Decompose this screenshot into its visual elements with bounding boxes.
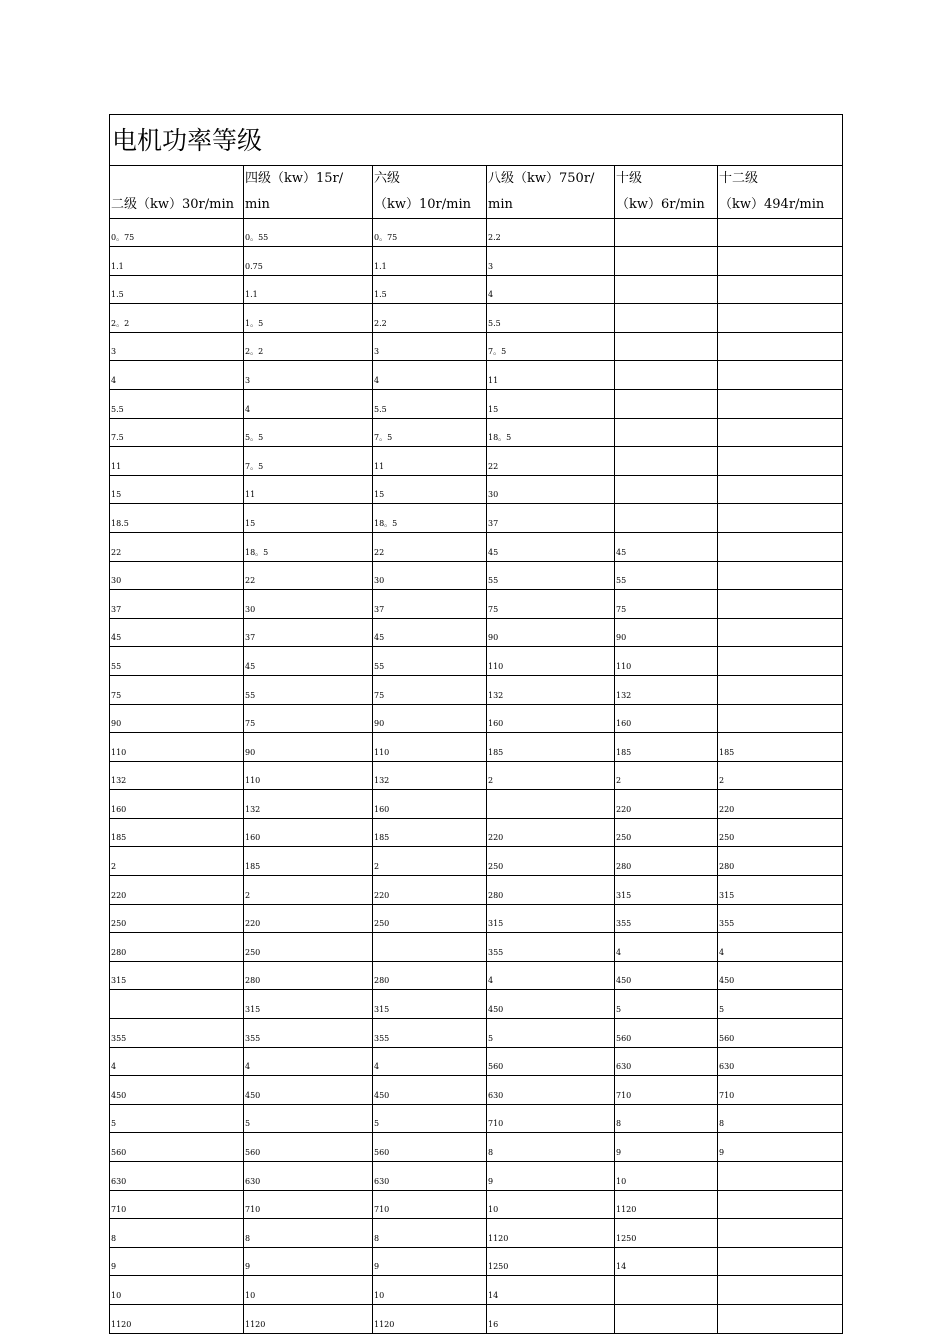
table-cell-pole-12 xyxy=(718,590,843,619)
table-row xyxy=(110,389,843,418)
table-cell-pole-8: 160 xyxy=(487,704,615,733)
table-cell-pole-8: 9 xyxy=(487,1162,615,1191)
table-cell-pole-2 xyxy=(110,990,244,1019)
table-cell-pole-12 xyxy=(718,618,843,647)
table-row xyxy=(110,1162,843,1191)
table-cell-pole-2: 5 xyxy=(110,1104,244,1133)
table-cell-pole-12 xyxy=(718,247,843,276)
table-title: 电机功率等级 xyxy=(110,115,843,166)
table-cell-pole-8: 7。5 xyxy=(487,332,615,361)
table-cell-pole-12: 315 xyxy=(718,876,843,905)
table-cell-pole-6: 18。5 xyxy=(373,504,487,533)
table-cell-pole-2: 2 xyxy=(110,847,244,876)
table-cell-pole-4: 4 xyxy=(244,389,373,418)
table-row xyxy=(110,933,843,962)
table-cell-pole-4: 5。5 xyxy=(244,418,373,447)
table-cell-pole-8: 8 xyxy=(487,1133,615,1162)
table-cell-pole-10 xyxy=(615,504,718,533)
table-row xyxy=(110,275,843,304)
table-cell-pole-10 xyxy=(615,447,718,476)
table-cell-pole-6: 315 xyxy=(373,990,487,1019)
table-cell-pole-2: 1.5 xyxy=(110,275,244,304)
table-cell-pole-4: 45 xyxy=(244,647,373,676)
table-cell-pole-4: 4 xyxy=(244,1047,373,1076)
table-cell-pole-8: 630 xyxy=(487,1076,615,1105)
header-row xyxy=(110,166,843,219)
table-cell-pole-6: 8 xyxy=(373,1219,487,1248)
table-cell-pole-6: 4 xyxy=(373,1047,487,1076)
table-cell-pole-10 xyxy=(615,1304,718,1333)
table-cell-pole-12: 560 xyxy=(718,1019,843,1048)
table-cell-pole-6: 2.2 xyxy=(373,304,487,333)
table-cell-pole-6: 45 xyxy=(373,618,487,647)
table-cell-pole-8: 450 xyxy=(487,990,615,1019)
table-row xyxy=(110,447,843,476)
table-cell-pole-12: 280 xyxy=(718,847,843,876)
table-cell-pole-6: 75 xyxy=(373,675,487,704)
table-row xyxy=(110,790,843,819)
table-cell-pole-8: 355 xyxy=(487,933,615,962)
table-cell-pole-4: 5 xyxy=(244,1104,373,1133)
table-cell-pole-8: 250 xyxy=(487,847,615,876)
table-cell-pole-10: 132 xyxy=(615,675,718,704)
table-row xyxy=(110,532,843,561)
table-row xyxy=(110,733,843,762)
table-cell-pole-12 xyxy=(718,532,843,561)
table-cell-pole-12 xyxy=(718,475,843,504)
table-cell-pole-2: 1.1 xyxy=(110,247,244,276)
table-cell-pole-12 xyxy=(718,647,843,676)
table-cell-pole-6: 110 xyxy=(373,733,487,762)
table-row xyxy=(110,1304,843,1333)
table-cell-pole-4: 11 xyxy=(244,475,373,504)
table-row xyxy=(110,876,843,905)
table-cell-pole-2: 15 xyxy=(110,475,244,504)
table-row xyxy=(110,1019,843,1048)
table-cell-pole-12 xyxy=(718,1162,843,1191)
table-cell-pole-4: 55 xyxy=(244,675,373,704)
table-cell-pole-10: 630 xyxy=(615,1047,718,1076)
table-cell-pole-6: 710 xyxy=(373,1190,487,1219)
table-row xyxy=(110,332,843,361)
table-cell-pole-2: 110 xyxy=(110,733,244,762)
table-row xyxy=(110,1047,843,1076)
table-cell-pole-10: 250 xyxy=(615,818,718,847)
table-row xyxy=(110,561,843,590)
table-cell-pole-12 xyxy=(718,1190,843,1219)
table-cell-pole-10: 110 xyxy=(615,647,718,676)
power-rating-sheet xyxy=(109,114,842,1334)
table-cell-pole-4: 18。5 xyxy=(244,532,373,561)
table-cell-pole-6 xyxy=(373,933,487,962)
table-cell-pole-8: 3 xyxy=(487,247,615,276)
table-cell-pole-8: 14 xyxy=(487,1276,615,1305)
table-cell-pole-12: 250 xyxy=(718,818,843,847)
table-cell-pole-6: 15 xyxy=(373,475,487,504)
table-cell-pole-2: 22 xyxy=(110,532,244,561)
table-cell-pole-2: 11 xyxy=(110,447,244,476)
table-cell-pole-2: 5.5 xyxy=(110,389,244,418)
table-cell-pole-2: 630 xyxy=(110,1162,244,1191)
table-cell-pole-4: 110 xyxy=(244,761,373,790)
table-cell-pole-4: 30 xyxy=(244,590,373,619)
table-cell-pole-8: 5 xyxy=(487,1019,615,1048)
table-cell-pole-4: 1120 xyxy=(244,1304,373,1333)
table-cell-pole-4: 37 xyxy=(244,618,373,647)
table-cell-pole-6: 250 xyxy=(373,904,487,933)
table-cell-pole-12 xyxy=(718,675,843,704)
table-cell-pole-8: 560 xyxy=(487,1047,615,1076)
table-cell-pole-10: 315 xyxy=(615,876,718,905)
table-cell-pole-2: 75 xyxy=(110,675,244,704)
table-row xyxy=(110,361,843,390)
table-row xyxy=(110,247,843,276)
table-cell-pole-6: 5.5 xyxy=(373,389,487,418)
table-cell-pole-4: 0。55 xyxy=(244,219,373,247)
table-row xyxy=(110,1247,843,1276)
table-cell-pole-4: 22 xyxy=(244,561,373,590)
table-row xyxy=(110,990,843,1019)
table-cell-pole-4: 220 xyxy=(244,904,373,933)
table-cell-pole-8: 2.2 xyxy=(487,219,615,247)
table-row xyxy=(110,1219,843,1248)
table-cell-pole-2: 9 xyxy=(110,1247,244,1276)
table-cell-pole-10 xyxy=(615,304,718,333)
table-cell-pole-4: 2。2 xyxy=(244,332,373,361)
table-cell-pole-12 xyxy=(718,389,843,418)
table-cell-pole-8: 4 xyxy=(487,275,615,304)
table-cell-pole-6: 1.1 xyxy=(373,247,487,276)
table-cell-pole-4: 7。5 xyxy=(244,447,373,476)
table-cell-pole-8: 16 xyxy=(487,1304,615,1333)
table-cell-pole-8: 280 xyxy=(487,876,615,905)
table-cell-pole-12 xyxy=(718,1304,843,1333)
table-cell-pole-10 xyxy=(615,361,718,390)
table-cell-pole-2: 4 xyxy=(110,361,244,390)
table-cell-pole-2: 8 xyxy=(110,1219,244,1248)
table-row xyxy=(110,704,843,733)
table-cell-pole-6: 1120 xyxy=(373,1304,487,1333)
table-row xyxy=(110,761,843,790)
table-cell-pole-4: 0.75 xyxy=(244,247,373,276)
table-cell-pole-8: 1120 xyxy=(487,1219,615,1248)
table-cell-pole-2: 2。2 xyxy=(110,304,244,333)
table-cell-pole-8: 2 xyxy=(487,761,615,790)
table-cell-pole-12: 630 xyxy=(718,1047,843,1076)
table-cell-pole-12: 710 xyxy=(718,1076,843,1105)
table-cell-pole-12 xyxy=(718,1219,843,1248)
table-cell-pole-10: 1250 xyxy=(615,1219,718,1248)
motor-power-table xyxy=(109,114,843,1334)
table-cell-pole-6: 132 xyxy=(373,761,487,790)
table-cell-pole-12 xyxy=(718,275,843,304)
table-cell-pole-4: 132 xyxy=(244,790,373,819)
table-cell-pole-2: 10 xyxy=(110,1276,244,1305)
table-cell-pole-4: 75 xyxy=(244,704,373,733)
table-cell-pole-6: 11 xyxy=(373,447,487,476)
table-cell-pole-6: 90 xyxy=(373,704,487,733)
table-cell-pole-6: 4 xyxy=(373,361,487,390)
table-cell-pole-10: 450 xyxy=(615,961,718,990)
table-cell-pole-8: 132 xyxy=(487,675,615,704)
table-cell-pole-2: 280 xyxy=(110,933,244,962)
table-cell-pole-4: 560 xyxy=(244,1133,373,1162)
table-cell-pole-10: 75 xyxy=(615,590,718,619)
table-cell-pole-8: 18。5 xyxy=(487,418,615,447)
table-cell-pole-4: 355 xyxy=(244,1019,373,1048)
table-cell-pole-8 xyxy=(487,790,615,819)
table-row xyxy=(110,1076,843,1105)
table-cell-pole-8: 110 xyxy=(487,647,615,676)
table-cell-pole-6: 7。5 xyxy=(373,418,487,447)
title-row xyxy=(110,115,843,166)
table-row xyxy=(110,1276,843,1305)
table-cell-pole-2: 185 xyxy=(110,818,244,847)
table-cell-pole-8: 10 xyxy=(487,1190,615,1219)
table-cell-pole-6: 280 xyxy=(373,961,487,990)
header-cell-pole-2: 二级（kw）30r/min xyxy=(110,166,244,219)
table-cell-pole-6: 450 xyxy=(373,1076,487,1105)
table-cell-pole-10: 280 xyxy=(615,847,718,876)
table-row xyxy=(110,304,843,333)
table-row xyxy=(110,675,843,704)
table-cell-pole-4: 8 xyxy=(244,1219,373,1248)
table-cell-pole-8: 37 xyxy=(487,504,615,533)
table-cell-pole-8: 315 xyxy=(487,904,615,933)
table-cell-pole-2: 1120 xyxy=(110,1304,244,1333)
table-cell-pole-10 xyxy=(615,475,718,504)
table-cell-pole-4: 2 xyxy=(244,876,373,905)
header-cell-pole-4: 四级（kw）15r/ min xyxy=(244,166,373,219)
table-cell-pole-2: 30 xyxy=(110,561,244,590)
table-cell-pole-12 xyxy=(718,332,843,361)
table-cell-pole-10: 160 xyxy=(615,704,718,733)
table-cell-pole-6: 30 xyxy=(373,561,487,590)
table-cell-pole-6: 5 xyxy=(373,1104,487,1133)
table-cell-pole-4: 250 xyxy=(244,933,373,962)
table-cell-pole-12: 4 xyxy=(718,933,843,962)
table-cell-pole-4: 1。5 xyxy=(244,304,373,333)
table-cell-pole-6: 10 xyxy=(373,1276,487,1305)
table-cell-pole-12 xyxy=(718,1276,843,1305)
table-cell-pole-10 xyxy=(615,418,718,447)
table-cell-pole-6: 37 xyxy=(373,590,487,619)
table-cell-pole-12 xyxy=(718,1247,843,1276)
table-cell-pole-10: 8 xyxy=(615,1104,718,1133)
table-row xyxy=(110,1104,843,1133)
table-cell-pole-4: 90 xyxy=(244,733,373,762)
table-cell-pole-6: 185 xyxy=(373,818,487,847)
table-cell-pole-10: 710 xyxy=(615,1076,718,1105)
table-cell-pole-2: 7.5 xyxy=(110,418,244,447)
table-cell-pole-8: 4 xyxy=(487,961,615,990)
table-cell-pole-8: 1250 xyxy=(487,1247,615,1276)
table-cell-pole-10: 355 xyxy=(615,904,718,933)
table-cell-pole-8: 15 xyxy=(487,389,615,418)
table-cell-pole-10: 4 xyxy=(615,933,718,962)
table-cell-pole-10: 220 xyxy=(615,790,718,819)
table-cell-pole-6: 3 xyxy=(373,332,487,361)
table-row xyxy=(110,1133,843,1162)
table-cell-pole-6: 1.5 xyxy=(373,275,487,304)
table-cell-pole-2: 710 xyxy=(110,1190,244,1219)
table-cell-pole-4: 315 xyxy=(244,990,373,1019)
table-cell-pole-10 xyxy=(615,219,718,247)
table-cell-pole-2: 132 xyxy=(110,761,244,790)
table-cell-pole-2: 3 xyxy=(110,332,244,361)
table-cell-pole-12: 450 xyxy=(718,961,843,990)
table-row xyxy=(110,847,843,876)
table-cell-pole-6: 9 xyxy=(373,1247,487,1276)
table-cell-pole-12: 5 xyxy=(718,990,843,1019)
table-cell-pole-2: 220 xyxy=(110,876,244,905)
table-cell-pole-10: 10 xyxy=(615,1162,718,1191)
table-row xyxy=(110,618,843,647)
table-row xyxy=(110,647,843,676)
table-cell-pole-10 xyxy=(615,389,718,418)
table-cell-pole-12: 220 xyxy=(718,790,843,819)
table-cell-pole-12 xyxy=(718,304,843,333)
table-cell-pole-12: 185 xyxy=(718,733,843,762)
table-cell-pole-6: 560 xyxy=(373,1133,487,1162)
table-row xyxy=(110,504,843,533)
table-cell-pole-12 xyxy=(718,361,843,390)
table-cell-pole-8: 45 xyxy=(487,532,615,561)
table-cell-pole-10: 185 xyxy=(615,733,718,762)
table-row xyxy=(110,590,843,619)
table-cell-pole-10: 90 xyxy=(615,618,718,647)
table-cell-pole-2: 450 xyxy=(110,1076,244,1105)
table-cell-pole-2: 55 xyxy=(110,647,244,676)
table-row xyxy=(110,961,843,990)
table-row xyxy=(110,475,843,504)
table-cell-pole-10 xyxy=(615,275,718,304)
table-cell-pole-8: 30 xyxy=(487,475,615,504)
table-cell-pole-10: 9 xyxy=(615,1133,718,1162)
header-cell-pole-10: 十级 （kw）6r/min xyxy=(615,166,718,219)
table-cell-pole-8: 185 xyxy=(487,733,615,762)
table-cell-pole-12: 2 xyxy=(718,761,843,790)
table-cell-pole-2: 0。75 xyxy=(110,219,244,247)
table-cell-pole-12: 9 xyxy=(718,1133,843,1162)
table-cell-pole-2: 18.5 xyxy=(110,504,244,533)
table-cell-pole-8: 90 xyxy=(487,618,615,647)
table-cell-pole-8: 220 xyxy=(487,818,615,847)
table-cell-pole-12: 8 xyxy=(718,1104,843,1133)
table-cell-pole-10 xyxy=(615,247,718,276)
table-cell-pole-8: 11 xyxy=(487,361,615,390)
table-row xyxy=(110,418,843,447)
table-cell-pole-12 xyxy=(718,418,843,447)
table-cell-pole-10: 5 xyxy=(615,990,718,1019)
table-cell-pole-2: 315 xyxy=(110,961,244,990)
header-cell-pole-12: 十二级 （kw）494r/min xyxy=(718,166,843,219)
table-cell-pole-4: 280 xyxy=(244,961,373,990)
table-cell-pole-10: 1120 xyxy=(615,1190,718,1219)
table-cell-pole-6: 2 xyxy=(373,847,487,876)
table-cell-pole-8: 75 xyxy=(487,590,615,619)
table-cell-pole-12 xyxy=(718,219,843,247)
table-cell-pole-2: 355 xyxy=(110,1019,244,1048)
table-cell-pole-4: 630 xyxy=(244,1162,373,1191)
table-cell-pole-8: 710 xyxy=(487,1104,615,1133)
table-row xyxy=(110,1190,843,1219)
table-cell-pole-6: 355 xyxy=(373,1019,487,1048)
table-row xyxy=(110,904,843,933)
table-cell-pole-2: 4 xyxy=(110,1047,244,1076)
table-cell-pole-2: 160 xyxy=(110,790,244,819)
table-cell-pole-10: 14 xyxy=(615,1247,718,1276)
table-cell-pole-4: 3 xyxy=(244,361,373,390)
table-cell-pole-4: 185 xyxy=(244,847,373,876)
table-cell-pole-10 xyxy=(615,1276,718,1305)
table-row xyxy=(110,818,843,847)
table-cell-pole-10: 45 xyxy=(615,532,718,561)
table-cell-pole-10: 560 xyxy=(615,1019,718,1048)
table-cell-pole-4: 160 xyxy=(244,818,373,847)
table-cell-pole-6: 160 xyxy=(373,790,487,819)
table-cell-pole-4: 1.1 xyxy=(244,275,373,304)
table-cell-pole-8: 55 xyxy=(487,561,615,590)
header-cell-pole-6: 六级 （kw）10r/min xyxy=(373,166,487,219)
table-cell-pole-6: 630 xyxy=(373,1162,487,1191)
header-cell-pole-8: 八级（kw）750r/ min xyxy=(487,166,615,219)
table-row xyxy=(110,219,843,247)
table-cell-pole-6: 22 xyxy=(373,532,487,561)
table-cell-pole-4: 9 xyxy=(244,1247,373,1276)
table-cell-pole-6: 0。75 xyxy=(373,219,487,247)
table-cell-pole-4: 15 xyxy=(244,504,373,533)
table-cell-pole-2: 90 xyxy=(110,704,244,733)
table-cell-pole-12: 355 xyxy=(718,904,843,933)
table-cell-pole-4: 710 xyxy=(244,1190,373,1219)
table-cell-pole-2: 560 xyxy=(110,1133,244,1162)
table-cell-pole-8: 22 xyxy=(487,447,615,476)
table-cell-pole-8: 5.5 xyxy=(487,304,615,333)
table-cell-pole-6: 55 xyxy=(373,647,487,676)
table-cell-pole-6: 220 xyxy=(373,876,487,905)
table-cell-pole-4: 10 xyxy=(244,1276,373,1305)
table-cell-pole-12 xyxy=(718,561,843,590)
table-cell-pole-2: 37 xyxy=(110,590,244,619)
table-cell-pole-12 xyxy=(718,504,843,533)
table-cell-pole-12 xyxy=(718,704,843,733)
table-cell-pole-12 xyxy=(718,447,843,476)
table-cell-pole-4: 450 xyxy=(244,1076,373,1105)
table-cell-pole-10: 2 xyxy=(615,761,718,790)
table-cell-pole-2: 45 xyxy=(110,618,244,647)
table-cell-pole-10 xyxy=(615,332,718,361)
table-cell-pole-2: 250 xyxy=(110,904,244,933)
table-cell-pole-10: 55 xyxy=(615,561,718,590)
